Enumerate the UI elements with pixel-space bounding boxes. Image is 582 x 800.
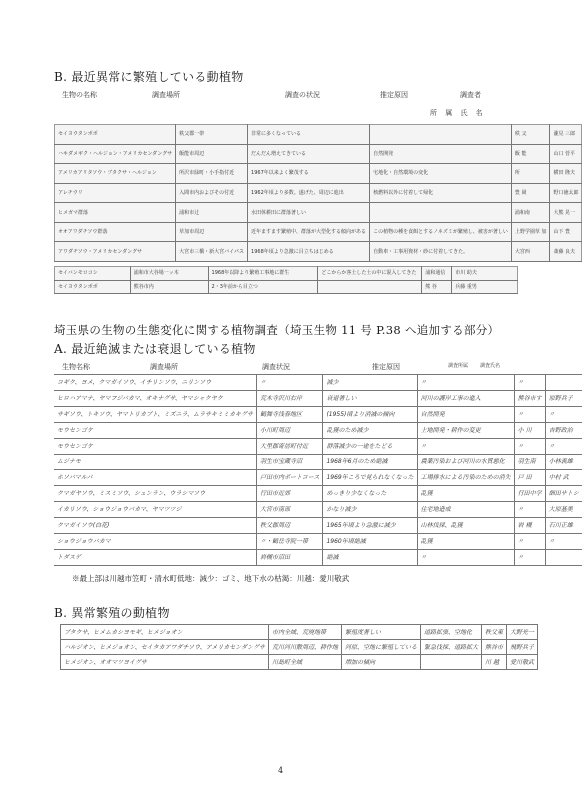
a-table-row-cell: 農薬汚染および河川の水質悪化 bbox=[417, 454, 514, 470]
a-table-row-cell: めっきり少なくなった bbox=[323, 486, 417, 502]
a-table-row bbox=[54, 438, 582, 454]
b1-extra-row-cell: 浦和市大谷場一ッ木 bbox=[130, 267, 208, 281]
b1-table-row-cell: 上野学園草 加 bbox=[511, 222, 550, 242]
b1-extra-row-cell: 市川 助夫 bbox=[452, 267, 518, 281]
a-table-row-cell: 山林伐採、乱獲 bbox=[417, 518, 514, 534]
a-table-row-cell: 石川正雄 bbox=[545, 518, 582, 534]
a-table-row bbox=[54, 534, 582, 550]
b1-table-row bbox=[55, 222, 582, 242]
b2-table-row-cell: ブタクサ、ヒメムカシヨモギ、ヒメジョオン bbox=[61, 625, 269, 640]
a-table-row bbox=[54, 422, 582, 438]
header-affiliation-name: 所 属 氏 名 bbox=[430, 109, 486, 117]
a-table-row-cell: 住宅地造成 bbox=[417, 502, 514, 518]
a-table-row-cell bbox=[545, 549, 582, 565]
b1-table-row bbox=[55, 144, 582, 164]
b1-table-row-cell: 秩 父 bbox=[511, 125, 550, 145]
b1-table-row-cell: 瀧見 三郎 bbox=[550, 125, 582, 145]
a-table-row-cell: 原野兵子 bbox=[545, 390, 582, 406]
b1-table-row-cell: 野口徳太郎 bbox=[550, 183, 582, 203]
a-table-row-cell: 〃 bbox=[545, 534, 582, 550]
b1-table-row-cell: 横田 隆夫 bbox=[550, 164, 582, 184]
b2-table-row-cell: ヒメジオン、オオマツヨイグサ bbox=[61, 655, 269, 670]
a-header-person: 調査氏名 bbox=[480, 363, 501, 369]
b1-table-row bbox=[55, 183, 582, 203]
table-b2 bbox=[60, 624, 538, 670]
a-table-row-cell: ムジナモ bbox=[54, 454, 256, 470]
b1-table-row-cell: 自動車・工事用資材・砂に付着してきた。 bbox=[370, 242, 512, 262]
b1-table-row-cell: 大宮市三橋・新大宮バイパス bbox=[176, 242, 248, 262]
b1-table-row-cell: アメリカアリタソウ・ブタクサ・ヘルジョン bbox=[55, 164, 176, 184]
b1-table-row-cell: 草加市周辺 bbox=[176, 222, 248, 242]
b1-extra-row bbox=[55, 280, 518, 294]
header-status: 調査の状況 bbox=[285, 91, 320, 99]
b1-table-row-cell: アレチウリ bbox=[55, 183, 176, 203]
a-table-row-cell: 1968年6月のため絶滅 bbox=[323, 454, 417, 470]
a-header-name: 生物名称 bbox=[62, 363, 90, 371]
b1-table-row-cell: だんだん増えてきている bbox=[248, 144, 370, 164]
page-number: 4 bbox=[278, 766, 284, 775]
a-table-row-cell: 秩父郡周辺 bbox=[256, 518, 322, 534]
b1-table-row-cell: 所 bbox=[511, 164, 550, 184]
a-table-row-cell: イカリソウ、ショウジョウバカマ、ヤマツツジ bbox=[54, 502, 256, 518]
a-table-row-cell: 大原基美 bbox=[545, 502, 582, 518]
b1-extra-row-cell: 1968年以降より繁殖工事地に群生 bbox=[208, 267, 318, 281]
b2-table-row-cell: 繁殖度著しい bbox=[342, 625, 421, 640]
b1-table-row-cell: 宅地化・自然環境の変化 bbox=[370, 164, 512, 184]
b2-table-row-cell: 荒川河川敷周辺、耕作地 bbox=[268, 640, 341, 655]
a-header-affiliation: 調査所属 bbox=[448, 363, 469, 369]
a-table-row-cell: 行田中学 bbox=[514, 486, 545, 502]
b2-table-row-cell: 愛川敬武 bbox=[507, 655, 538, 670]
a-table-row bbox=[54, 502, 582, 518]
a-table-row bbox=[54, 549, 582, 565]
a-table-row-cell: 〃 bbox=[417, 549, 514, 565]
a-table-row-cell: サギソウ、トキソウ、ヤマトリカブト、ミズニラ、ムラサキミミカキグサ bbox=[54, 406, 256, 422]
b2-table-row bbox=[61, 640, 538, 655]
a-table-row-cell: 自然開発 bbox=[417, 406, 514, 422]
a-table-row-cell: 乱獲 bbox=[417, 486, 514, 502]
a-table-row-cell: 〃 bbox=[514, 534, 545, 550]
a-table-row-cell: 〃 bbox=[545, 406, 582, 422]
a-table-row-cell: 〃 bbox=[417, 375, 514, 391]
b1-table-row-cell: 大熊 晃一 bbox=[550, 203, 582, 223]
header-place: 調査場所 bbox=[152, 91, 180, 99]
a-table-row bbox=[54, 486, 582, 502]
b2-table-row-cell: 緊急伐採、道路拡大 bbox=[421, 640, 482, 655]
b1-table-row-cell: ハキダメギク・ヘルジョン・アメリカセンダングサ bbox=[55, 144, 176, 164]
a-table-row bbox=[54, 470, 582, 486]
a-table-row-cell: 〃 bbox=[545, 438, 582, 454]
a-table-row-cell: 〃 bbox=[514, 406, 545, 422]
b1-table-row-cell: 浦和南 bbox=[511, 203, 550, 223]
b1-table-row-cell: 飯能市周辺 bbox=[176, 144, 248, 164]
b1-table-row-cell: 入間市内およびその付近 bbox=[176, 183, 248, 203]
b2-table-row-cell: 道路拡張、空地化 bbox=[421, 625, 482, 640]
b1-extra-row-cell: 2・3年前から目立つ bbox=[208, 280, 318, 294]
a-table-row-cell: 乱獲 bbox=[417, 534, 514, 550]
b1-table-row-cell: 近年ますます繁殖中、群落が大型化する傾向がある bbox=[248, 222, 370, 242]
a-table-row-cell: 荒木寺沢川右岸 bbox=[256, 390, 322, 406]
b2-table-row-cell bbox=[421, 655, 482, 670]
b1-table-row-cell: アワダチソウ・アメリカセンダングサ bbox=[55, 242, 176, 262]
a-table-row-cell: 鶴舞寺浅春地区 bbox=[256, 406, 322, 422]
a-table-row bbox=[54, 390, 582, 406]
b1-table-row-cell: セイヨウタンポポ bbox=[55, 125, 176, 145]
a-table-row-cell: 群落減少の一途をたどる bbox=[323, 438, 417, 454]
section-a-note: ※最上部は川越市笠町・清水町低地：減少：ゴミ、地下水の枯渇：川越：愛川敬武 bbox=[72, 574, 350, 583]
b1-table-row-cell: この植物の種を食餌とするノネズミが繁殖し、被害が著しい bbox=[370, 222, 512, 242]
b1-table-row-cell: 核燃料以外に付着して帰化 bbox=[370, 183, 512, 203]
b1-extra-row-cell: 熊谷市内 bbox=[130, 280, 208, 294]
a-table-row-cell: 小川町周辺 bbox=[256, 422, 322, 438]
b1-table-row-cell: ヒメガマ群落 bbox=[55, 203, 176, 223]
a-table-row-cell: ホソバマルバ bbox=[54, 470, 256, 486]
a-table-row-cell: 1965年頃より急激に減少 bbox=[323, 518, 417, 534]
a-table-row-cell: ショウジョウバカマ bbox=[54, 534, 256, 550]
b1-extra-row-cell bbox=[318, 280, 422, 294]
b1-table-row bbox=[55, 164, 582, 184]
a-table-row bbox=[54, 518, 582, 534]
a-table-row-cell: ヒロハアマナ、ヤマフジバカマ、オキナグサ、ヤマシャクヤク bbox=[54, 390, 256, 406]
b1-table-row-cell: オオアワダチソウ群落 bbox=[55, 222, 176, 242]
b1-table-row-cell bbox=[370, 203, 512, 223]
section-b1-title: B. 最近異常に繁殖している動植物 bbox=[54, 70, 244, 84]
b1-table-row bbox=[55, 242, 582, 262]
a-header-place: 調査場所 bbox=[150, 363, 178, 371]
a-table-row-cell: 〃 bbox=[514, 375, 545, 391]
a-table-row-cell: 大宮市南部 bbox=[256, 502, 322, 518]
a-table-row-cell: 土地開発・耕作の変更 bbox=[417, 422, 514, 438]
a-table-row-cell: 河川の護岸工事の進入 bbox=[417, 390, 514, 406]
a-table-row-cell: かなり減少 bbox=[323, 502, 417, 518]
b1-table-row-cell: 浦和市辻 bbox=[176, 203, 248, 223]
b1-table-row-cell: 1962年頃より多数。遂げた、周辺に進出 bbox=[248, 183, 370, 203]
b1-table-row-cell: 大宮西 bbox=[511, 242, 550, 262]
a-table-row-cell: (1955)頃より消滅の傾向 bbox=[323, 406, 417, 422]
b2-table-row-cell: 熊谷市 bbox=[482, 640, 507, 655]
a-table-row-cell: 行田市近郊 bbox=[256, 486, 322, 502]
a-table-row-cell: 1969年ころで見られなくなった bbox=[323, 470, 417, 486]
a-table-row-cell: モウセンゴケ bbox=[54, 438, 256, 454]
b1-table-row-cell: 豊 岡 bbox=[511, 183, 550, 203]
a-table-row-cell: 岩槻市沼田 bbox=[256, 549, 322, 565]
a-table-row-cell: 〃・鶴岳寺院一帯 bbox=[256, 534, 322, 550]
b2-table-row bbox=[61, 625, 538, 640]
b2-table-row-cell: 飛野兵子 bbox=[507, 640, 538, 655]
b1-extra-row bbox=[55, 267, 518, 281]
b1-table-row-cell: 山下 豊 bbox=[550, 222, 582, 242]
b1-table-row-cell: 水田休耕田に群落著しい bbox=[248, 203, 370, 223]
a-table-row-cell: クマガイソウ(白花) bbox=[54, 518, 256, 534]
a-table-row-cell: 羽生南 bbox=[514, 454, 545, 470]
a-table-row-cell: 減少 bbox=[323, 375, 417, 391]
table-a bbox=[54, 374, 582, 566]
b2-table-row-cell: 河原、空地に繁殖している bbox=[342, 640, 421, 655]
a-table-row-cell: 小 川 bbox=[514, 422, 545, 438]
table-b1-extra bbox=[54, 266, 518, 294]
b2-table-row-cell: 増加の傾向 bbox=[342, 655, 421, 670]
b1-table-row-cell: 所沢市緑町・小手指付近 bbox=[176, 164, 248, 184]
b2-table-row-cell: 市内全域、荒廃地帯 bbox=[268, 625, 341, 640]
b2-table-row-cell: 川 越 bbox=[482, 655, 507, 670]
b1-table-row-cell: 非常に多くなっている bbox=[248, 125, 370, 145]
a-table-row-cell: 細田サトシ bbox=[545, 486, 582, 502]
a-table-row-cell: 〃 bbox=[256, 375, 322, 391]
a-table-row bbox=[54, 406, 582, 422]
b1-table-row bbox=[55, 203, 582, 223]
a-table-row-cell: 絶滅 bbox=[323, 549, 417, 565]
a-table-row-cell: 〃 bbox=[514, 549, 545, 565]
a-table-row-cell: 〃 bbox=[417, 438, 514, 454]
b2-table-row-cell: 川島町全域 bbox=[268, 655, 341, 670]
a-table-row-cell: トダスゲ bbox=[54, 549, 256, 565]
a-table-row-cell: 乱獲のため減少 bbox=[323, 422, 417, 438]
b1-table-row-cell: 1968年頃より急激に目立ちはじめる bbox=[248, 242, 370, 262]
a-table-row-cell: 吉野政治 bbox=[545, 422, 582, 438]
b2-table-row-cell: 秩父東 bbox=[482, 625, 507, 640]
b2-table-row-cell: 大野光一 bbox=[507, 625, 538, 640]
a-table-row-cell: 羽生市宝蔵寺沼 bbox=[256, 454, 322, 470]
b1-extra-row-cell: セイヨウタンポポ bbox=[55, 280, 131, 294]
a-table-row-cell: 中村 武 bbox=[545, 470, 582, 486]
a-table-row-cell: モウセンゴケ bbox=[54, 422, 256, 438]
b1-table-row-cell: 飯 能 bbox=[511, 144, 550, 164]
a-table-row-cell: 熊谷市す bbox=[514, 390, 545, 406]
section-b2-title: B. 異常繁殖の動植物 bbox=[54, 606, 170, 620]
header-name: 生物の名称 bbox=[62, 91, 97, 99]
a-table-row-cell: 大里郡寄居町付近 bbox=[256, 438, 322, 454]
b1-extra-row-cell: 熊 谷 bbox=[422, 280, 452, 294]
a-table-row-cell: クマガヤソウ、ミスミソウ、シュンラン、ウラシマソウ bbox=[54, 486, 256, 502]
b1-extra-row-cell: 浦和通信 bbox=[422, 267, 452, 281]
b1-table-row-cell: 秩父郡一帯 bbox=[176, 125, 248, 145]
table-b1 bbox=[54, 124, 582, 262]
a-table-row-cell bbox=[545, 375, 582, 391]
a-table-row-cell: 戸田市内ボートコース bbox=[256, 470, 322, 486]
b1-extra-row-cell: セイバンモロコシ bbox=[55, 267, 131, 281]
b1-extra-row-cell: 兵藤 重男 bbox=[452, 280, 518, 294]
a-table-row-cell: コギク、ヨメ、クマガイソウ、イチリンソウ、ニリンソウ bbox=[54, 375, 256, 391]
a-table-row-cell: 〃 bbox=[514, 502, 545, 518]
section-a-title: 埼玉県の生物の生態変化に関する植物調査（埼玉生物 11 号 P.38 へ追加する部分） bbox=[54, 323, 500, 337]
b1-extra-row-cell: どこからか客土した土の中に混入してきた bbox=[318, 267, 422, 281]
a-table-row-cell: 〃 bbox=[514, 438, 545, 454]
header-surveyor: 調査者 bbox=[460, 91, 481, 99]
a-header-status: 調査状況 bbox=[262, 363, 290, 371]
b2-table-row-cell: ハルジオン、ヒメジョオン、セイタカアワダチソウ、アメリカセンダングサ bbox=[61, 640, 269, 655]
b1-table-row bbox=[55, 125, 582, 145]
a-table-row-cell: 戸 田 bbox=[514, 470, 545, 486]
a-table-row bbox=[54, 454, 582, 470]
a-table-row-cell: 1960年頃絶滅 bbox=[323, 534, 417, 550]
b1-table-row-cell bbox=[370, 125, 512, 145]
a-table-row-cell: 工場排水による汚染のための消失 bbox=[417, 470, 514, 486]
b1-table-row-cell: 山口 菅平 bbox=[550, 144, 582, 164]
a-table-row-cell: 小林義雄 bbox=[545, 454, 582, 470]
section-a-subtitle: A. 最近絶滅または衰退している植物 bbox=[54, 342, 256, 356]
b1-table-row-cell: 1967年以来よく繁茂する bbox=[248, 164, 370, 184]
a-header-cause: 推定原因 bbox=[372, 363, 400, 371]
b1-table-row-cell: 斎藤 良夫 bbox=[550, 242, 582, 262]
a-table-row bbox=[54, 375, 582, 391]
b1-table-row-cell: 自然開発 bbox=[370, 144, 512, 164]
a-table-row-cell: 岩 槻 bbox=[514, 518, 545, 534]
b2-table-row bbox=[61, 655, 538, 670]
header-cause: 推定原因 bbox=[380, 91, 408, 99]
a-table-row-cell: 衰退著しい bbox=[323, 390, 417, 406]
